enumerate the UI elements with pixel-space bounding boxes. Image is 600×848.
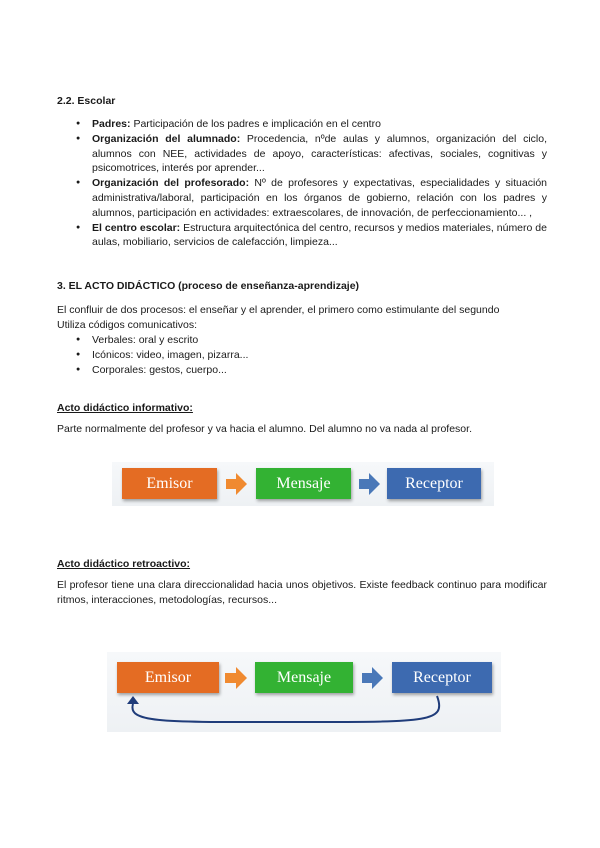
feedback-arrow <box>107 652 501 732</box>
section-title-escolar: 2.2. Escolar <box>57 95 116 107</box>
acto-intro-line-2: Utiliza códigos comunicativos: <box>57 319 198 331</box>
feedback-curve <box>132 696 439 722</box>
list-item: ● Corporales: gestos, cuerpo... <box>57 363 547 378</box>
arrow-shaft <box>359 479 369 489</box>
receptor-box: Receptor <box>392 662 492 693</box>
list-item: ● Organización del alumnado: Procedencia, nºde aulas y alumnos, organización del ciclo, alumnos con NEE, actividades de apoyo, características: afectivas, sociales, cognitivas y psicomotrices, interés por aprender... <box>57 132 547 176</box>
codes-list <box>57 333 547 377</box>
list-item: ● El centro escolar: Estructura arquitectónica del centro, recursos y medios materiales, número de aulas, mobiliario, servicios de calefacción, limpieza... <box>57 221 547 251</box>
acto-intro-line-1: El confluir de dos procesos: el enseñar y el aprender, el primero como estimulante del segundo <box>57 304 500 316</box>
informativo-diagram <box>112 462 494 506</box>
emisor-box: Emisor <box>122 468 217 499</box>
list-item: ● Verbales: oral y escrito <box>57 333 547 348</box>
informativo-title: Acto didáctico informativo: <box>57 402 193 414</box>
retroactivo-text: El profesor tiene una clara direccionalidad hacia unos objetivos. Existe feedback continuo para modificar ritmos, interacciones, metodologías, recursos... <box>57 579 547 606</box>
arrow-right-icon <box>369 473 380 495</box>
mensaje-box: Mensaje <box>256 468 351 499</box>
list-item: ● Organización del profesorado: Nº de profesores y expectativas, especialidades y situación administrativa/laboral, participación en los órganos de gobierno, relación con los padres y alumnos, participación en actividades: extraescolares, de innovación, de perfeccionamiento... , <box>57 176 547 220</box>
list-item: ● Padres: Participación de los padres e implicación en el centro <box>57 117 547 132</box>
section-title-acto: 3. EL ACTO DIDÁCTICO (proceso de enseñanza-aprendizaje) <box>57 280 360 292</box>
arrow-right-icon <box>236 473 247 495</box>
retroactivo-title: Acto didáctico retroactivo: <box>57 558 191 570</box>
emisor-box: Emisor <box>117 662 219 693</box>
arrow-shaft <box>226 479 236 489</box>
list-item: ● Icónicos: video, imagen, pizarra... <box>57 348 547 363</box>
arrowhead-up-icon <box>127 696 139 704</box>
receptor-box: Receptor <box>387 468 481 499</box>
escolar-list <box>57 117 547 250</box>
informativo-text: Parte normalmente del profesor y va hacia el alumno. Del alumno no va nada al profesor. <box>57 423 472 435</box>
mensaje-box: Mensaje <box>255 662 353 693</box>
retroactivo-diagram <box>107 652 501 732</box>
